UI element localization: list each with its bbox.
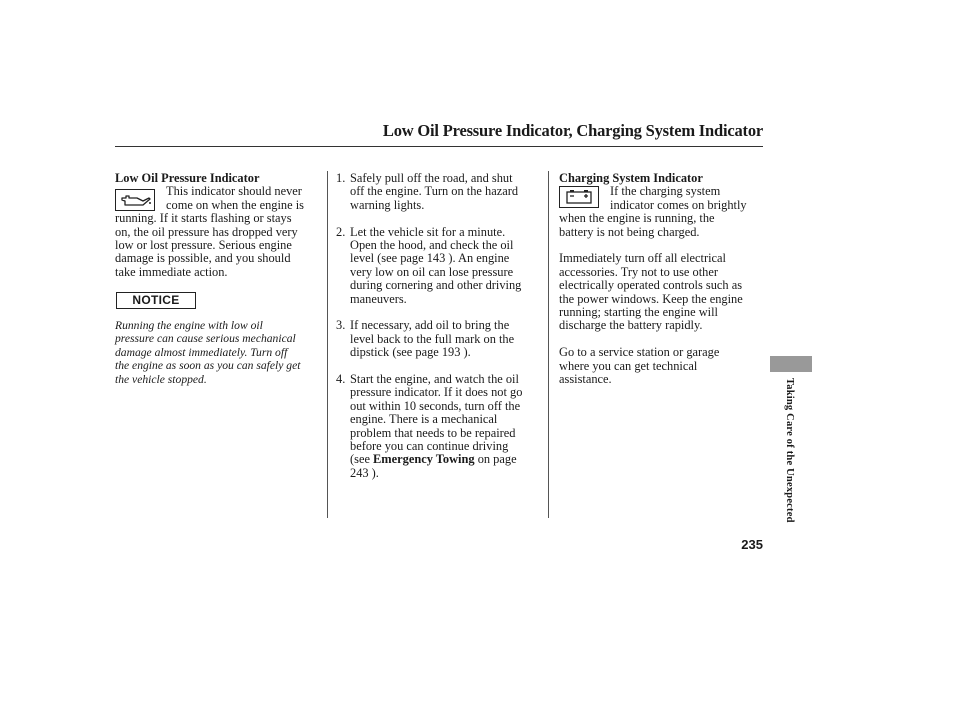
step-line: 243 ). xyxy=(350,465,379,480)
step-line: Let the vehicle sit for a minute. xyxy=(350,224,506,239)
step-line: dipstick (see page 193 ). xyxy=(350,345,471,360)
charging-para-line: electrically operated controls such as xyxy=(559,278,743,293)
title-divider xyxy=(115,146,763,147)
step-line: warning lights. xyxy=(350,197,425,212)
notice-label: NOTICE xyxy=(116,292,196,309)
notice-line: Running the engine with low oil xyxy=(115,319,263,332)
step-line: Safely pull off the road, and shut xyxy=(350,171,513,185)
notice-line: the engine as soon as you can safely get xyxy=(115,359,301,373)
oil-intro-line: come on when the engine is xyxy=(166,197,304,212)
oil-body-line: take immediate action. xyxy=(115,264,228,279)
step-line: level back to the full mark on the xyxy=(350,331,515,346)
step-line xyxy=(350,453,546,466)
section-tab xyxy=(770,356,812,372)
page-number: 235 xyxy=(741,537,763,552)
charging-para-line: assistance. xyxy=(559,372,612,387)
steps-section xyxy=(336,172,546,494)
oil-heading: Low Oil Pressure Indicator xyxy=(115,171,260,185)
oil-can-icon xyxy=(115,189,155,211)
battery-icon xyxy=(559,186,599,208)
section-label: Taking Care of the Unexpected xyxy=(784,378,795,523)
charging-body-line: when the engine is running, the xyxy=(559,211,715,226)
oil-intro-line: This indicator should never xyxy=(166,184,302,199)
oil-body-line: on, the oil pressure has dropped very xyxy=(115,224,298,239)
charging-intro-line: indicator comes on brightly xyxy=(610,197,747,212)
step-number: 4. xyxy=(336,372,346,387)
step-line: during cornering and other driving xyxy=(350,278,522,293)
column-divider-right xyxy=(548,171,549,518)
notice-line: the vehicle stopped. xyxy=(115,372,207,386)
charging-para-line: running; starting the engine will xyxy=(559,305,718,320)
notice-line: pressure can cause serious mechanical xyxy=(115,332,296,346)
charging-heading: Charging System Indicator xyxy=(559,171,703,185)
oil-body-line: damage is possible, and you should xyxy=(115,251,291,266)
step-item xyxy=(336,319,546,359)
step-line: Open the hood, and check the oil xyxy=(350,238,514,253)
emergency-towing-reference: Emergency Towing xyxy=(373,452,475,467)
step-number: 2. xyxy=(336,224,346,239)
step-line: pressure indicator. If it does not go xyxy=(350,385,523,400)
column-divider-left xyxy=(327,171,328,518)
step-item xyxy=(336,226,546,306)
charging-para-line: Go to a service station or garage xyxy=(559,345,720,360)
charging-intro-line: If the charging system xyxy=(610,184,721,199)
step-line: out within 10 seconds, turn off the xyxy=(350,398,521,413)
ref-prefix: (see xyxy=(350,452,374,467)
oil-body-line: running. If it starts flashing or stays xyxy=(115,211,292,226)
oil-body-line: low or lost pressure. Serious engine xyxy=(115,238,292,253)
charging-para-line: where you can get technical xyxy=(559,358,698,373)
step-line: Start the engine, and watch the oil xyxy=(350,372,519,387)
charging-body-line: battery is not being charged. xyxy=(559,224,700,239)
step-item xyxy=(336,172,546,212)
step-item xyxy=(336,373,546,480)
notice-line: damage almost immediately. Turn off xyxy=(115,345,288,359)
step-number: 3. xyxy=(336,318,346,333)
charging-para-line: Immediately turn off all electrical xyxy=(559,251,726,266)
step-line: If necessary, add oil to bring the xyxy=(350,318,510,333)
charging-para-line: accessories. Try not to use other xyxy=(559,264,718,279)
charging-para-line: discharge the battery rapidly. xyxy=(559,318,703,333)
page-title: Low Oil Pressure Indicator, Charging System Indicator xyxy=(382,121,763,140)
step-line: level (see page 143 ). An engine xyxy=(350,251,510,266)
step-line: problem that needs to be repaired xyxy=(350,425,516,440)
step-line: before you can continue driving xyxy=(350,439,509,454)
step-line: off the engine. Turn on the hazard xyxy=(350,184,519,199)
steps-list xyxy=(336,172,546,480)
step-line: engine. There is a mechanical xyxy=(350,412,498,427)
step-line: very low on oil can lose pressure xyxy=(350,264,514,279)
step-line: maneuvers. xyxy=(350,291,407,306)
notice-text xyxy=(115,319,325,386)
step-number: 1. xyxy=(336,171,346,185)
ref-suffix: on page xyxy=(474,452,517,467)
charging-para-line: the power windows. Keep the engine xyxy=(559,291,743,306)
